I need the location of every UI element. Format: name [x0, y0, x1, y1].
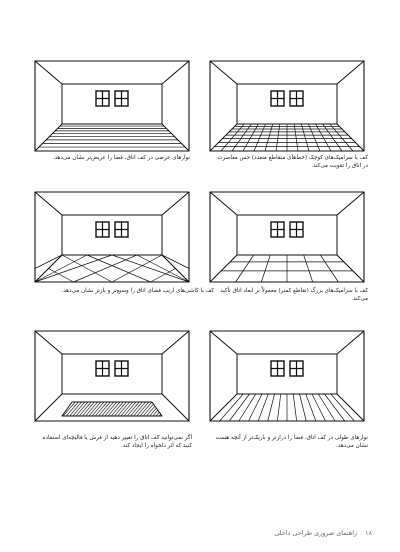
room-illustration-large-tiles: [209, 191, 365, 283]
caption-longitudinal-strips: نوارهای طولی در کف اتاق، فضا را درازتر و باریک‌تر از آنچه هست نشان می‌دهد.: [215, 435, 368, 449]
book-title: راهنمای ضروری طراحی داخلی: [274, 529, 358, 537]
page-footer: [274, 529, 372, 537]
caption-diagonal-tiles: کف با کاشی‌های اریب فضای اتاق را وسیع‌تر و بازتر نشان می‌دهد.: [61, 288, 214, 294]
room-illustration-transverse-strips: [34, 60, 190, 152]
room-illustration-longitudinal-strips: [209, 330, 365, 422]
page-number: ۱۸: [365, 529, 372, 537]
room-illustration-rug: [34, 330, 190, 422]
room-illustration-diagonal-tiles: [34, 191, 190, 283]
room-illustration-small-tiles: [209, 60, 365, 152]
caption-large-tiles: کف با سرامیک‌های بزرگ (تقاطع کمتر) معمولاً بر ابعاد اتاق تأکید می‌کند.: [220, 288, 368, 302]
caption-transverse-strips: نوارهای عرضی در کف اتاق، فضا را عریض‌تر نشان می‌دهد.: [52, 155, 190, 161]
caption-rug: اگر نمی‌توانید کف اتاق را تغییر دهید از فرش یا قالیچه‌ای استفاده کنید که اثر دلخواه را ایجاد کند.: [42, 435, 192, 449]
caption-small-tiles: کف با سرامیک‌های کوچک (خط‌های متقاطع متعدد) حس معاصرت در اتاق را تقویت می‌کند.: [217, 155, 368, 169]
